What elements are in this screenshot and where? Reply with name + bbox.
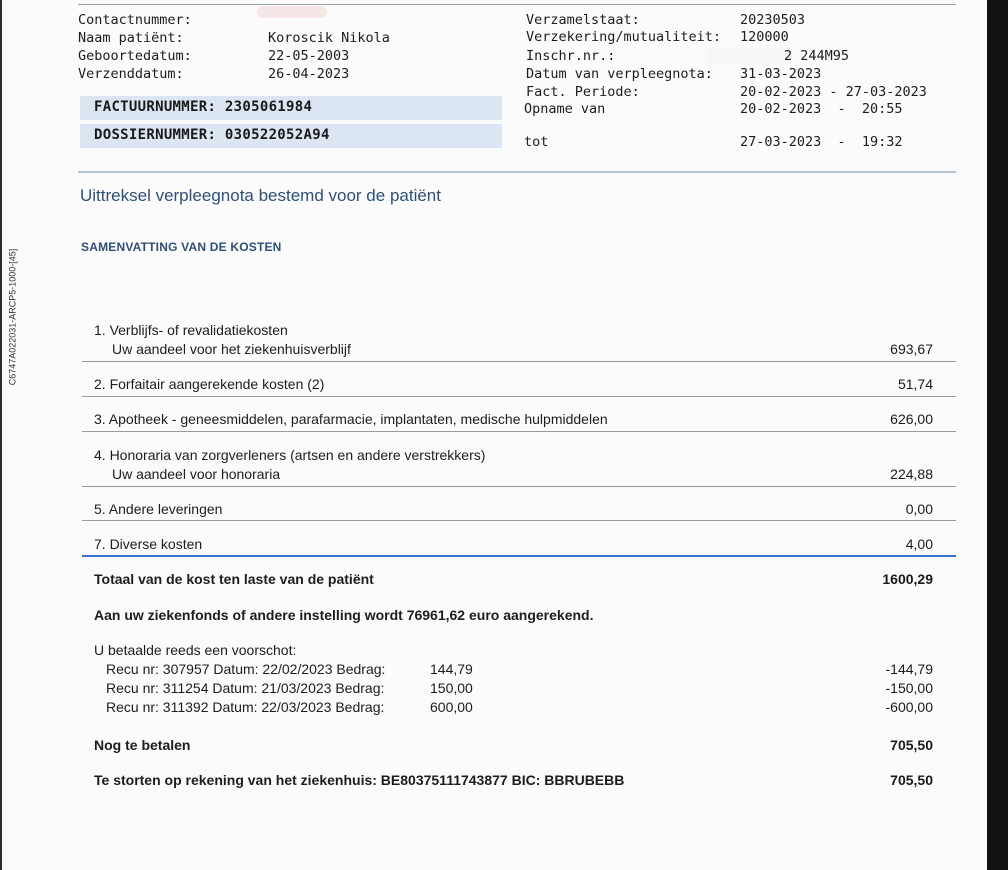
document-page	[2, 0, 987, 870]
cost-item-1-amount: 693,67	[890, 341, 933, 357]
verzamelstaat-label: Verzamelstaat:	[526, 12, 640, 28]
cost-item-4-amount: 224,88	[890, 466, 933, 482]
receipt-2-bedrag: 150,00	[430, 680, 473, 696]
registration-label: Inschr.nr.:	[526, 48, 616, 64]
receipt-1-amount: -144,79	[885, 661, 933, 677]
cost-item-7-amount: 4,00	[905, 536, 933, 552]
cost-item-7-label: 7. Diverse kosten	[94, 536, 203, 552]
admission-value: 20-02-2023 - 20:55	[740, 101, 903, 117]
receipt-1-bedrag: 144,79	[430, 661, 473, 677]
receipt-1-text: Recu nr: 307957 Datum: 22/02/2023 Bedrag:	[106, 661, 386, 677]
birthdate-label: Geboortedatum:	[78, 48, 192, 64]
receipt-3-text: Recu nr: 311392 Datum: 22/03/2023 Bedrag:	[106, 699, 385, 715]
advance-heading: U betaalde reeds een voorschot:	[94, 642, 297, 658]
patient-name-value: Koroscik Nikola	[268, 30, 390, 46]
insurer-note: Aan uw ziekenfonds of andere instelling wordt 76961,62 euro aangerekend.	[94, 607, 594, 623]
discharge-label: tot	[524, 134, 549, 150]
header-divider	[78, 171, 956, 173]
row-divider	[82, 396, 956, 397]
top-rule	[78, 4, 956, 5]
dossier-number: DOSSIERNUMMER: 030522052A94	[94, 127, 330, 143]
insurance-value: 120000	[740, 29, 789, 45]
discharge-value: 27-03-2023 - 19:32	[740, 134, 903, 150]
dossier-number-box	[80, 124, 502, 148]
screen-edge	[987, 0, 1008, 870]
cost-item-1-label: 1. Verblijfs- of revalidatiekosten	[94, 322, 288, 338]
receipt-3-amount: -600,00	[885, 699, 933, 715]
side-code: C6747A022031-ARCP5-1000-[45]	[7, 248, 18, 386]
remaining-label: Nog te betalen	[94, 737, 191, 753]
patient-name-label: Naam patiënt:	[78, 30, 184, 46]
birthdate-value: 22-05-2003	[268, 48, 350, 64]
row-divider	[82, 431, 956, 432]
transfer-instruction: Te storten op rekening van het ziekenhuis: BE80375111743877 BIC: BBRUBEBB	[94, 772, 625, 788]
transfer-amount: 705,50	[890, 772, 933, 788]
receipt-2-text: Recu nr: 311254 Datum: 21/03/2023 Bedrag:	[106, 680, 385, 696]
section-heading: SAMENVATTING VAN DE KOSTEN	[81, 240, 282, 254]
row-divider	[82, 520, 956, 521]
total-divider	[82, 555, 956, 557]
cost-item-5-amount: 0,00	[905, 501, 933, 517]
invoice-number: FACTUURNUMMER: 2305061984	[94, 99, 313, 115]
contact-label: Contactnummer:	[78, 12, 192, 28]
nota-date-value: 31-03-2023	[740, 66, 822, 82]
page-title: Uittreksel verpleegnota bestemd voor de patiënt	[80, 186, 441, 205]
verzamelstaat-value: 20230503	[740, 12, 806, 28]
row-divider	[82, 361, 956, 362]
row-divider	[82, 486, 956, 487]
redaction-mark	[257, 6, 327, 18]
nota-date-label: Datum van verpleegnota:	[526, 66, 713, 82]
send-date-label: Verzenddatum:	[78, 66, 184, 82]
invoice-number-box	[80, 96, 502, 120]
cost-item-1-sub: Uw aandeel voor het ziekenhuisverblijf	[112, 341, 351, 357]
cost-item-2-label: 2. Forfaitair aangerekende kosten (2)	[94, 376, 325, 392]
remaining-amount: 705,50	[890, 737, 933, 753]
registration-value: 2 244M95	[784, 48, 850, 64]
receipt-3-bedrag: 600,00	[430, 699, 473, 715]
redacted-area	[707, 48, 792, 64]
send-date-value: 26-04-2023	[268, 66, 350, 82]
receipt-2-amount: -150,00	[885, 680, 933, 696]
period-label: Fact. Periode:	[526, 84, 640, 100]
admission-label: Opname van	[524, 101, 606, 117]
total-amount: 1600,29	[882, 571, 933, 587]
cost-item-5-label: 5. Andere leveringen	[94, 501, 223, 517]
cost-item-4-label: 4. Honoraria van zorgverleners (artsen en andere verstrekkers)	[94, 447, 486, 463]
cost-item-2-amount: 51,74	[897, 376, 933, 392]
insurance-label: Verzekering/mutualiteit:	[526, 29, 722, 45]
period-value: 20-02-2023 - 27-03-2023	[740, 84, 927, 100]
cost-item-3-amount: 626,00	[890, 411, 933, 427]
cost-item-3-label: 3. Apotheek - geneesmiddelen, parafarmacie, implantaten, medische hulpmiddelen	[94, 411, 608, 427]
cost-item-4-sub: Uw aandeel voor honoraria	[112, 466, 281, 482]
total-label: Totaal van de kost ten laste van de patiënt	[94, 571, 374, 587]
